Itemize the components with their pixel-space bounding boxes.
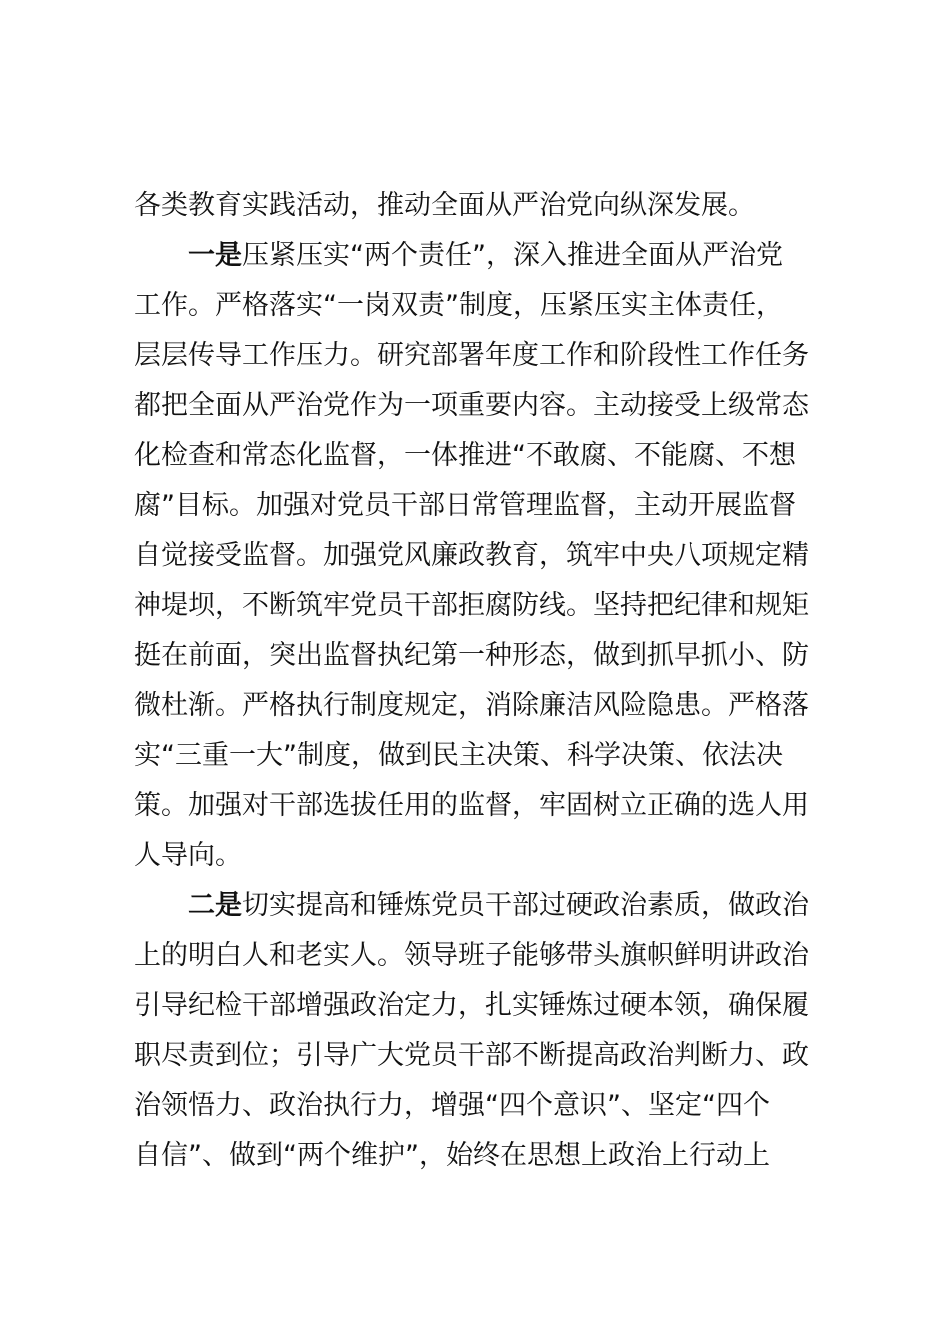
text-line: 工作。严格落实“一岗双责”制度，压紧压实主体责任，	[134, 290, 783, 321]
first-line-text: 切实提高和锤炼党员干部过硬政治素质，做政治	[242, 890, 809, 921]
text-line: 策。加强对干部选拔任用的监督，牢固树立正确的选人用	[134, 790, 809, 821]
text-line: 神堤坝，不断筑牢党员干部拒腐防线。坚持把纪律和规矩	[134, 590, 809, 621]
text-line: 自觉接受监督。加强党风廉政教育，筑牢中央八项规定精	[134, 540, 809, 571]
paragraph-continuation	[134, 181, 834, 231]
text-line: 上的明白人和老实人。领导班子能够带头旗帜鲜明讲政治	[134, 940, 809, 971]
text-line: 腐”目标。加强对党员干部日常管理监督，主动开展监督	[134, 490, 796, 521]
text-line: 挺在前面，突出监督执纪第一种形态，做到抓早抓小、防	[134, 640, 809, 671]
first-line-text: 压紧压实“两个责任”，深入推进全面从严治党	[242, 240, 783, 271]
paragraph-one	[134, 231, 834, 881]
paragraph-lead: 二是	[188, 890, 242, 921]
text-line: 微杜渐。严格执行制度规定，消除廉洁风险隐患。严格落	[134, 690, 809, 721]
paragraph-first-line	[134, 881, 834, 931]
text-line: 化检查和常态化监督，一体推进“不敢腐、不能腐、不想	[134, 440, 796, 471]
paragraph-two	[134, 881, 834, 1181]
text-line: 层层传导工作压力。研究部署年度工作和阶段性工作任务	[134, 340, 809, 371]
text-line: 引导纪检干部增强政治定力，扎实锤炼过硬本领，确保履	[134, 990, 809, 1021]
text-line: 人导向。	[134, 840, 242, 871]
text-line: 职尽责到位；引导广大党员干部不断提高政治判断力、政	[134, 1040, 809, 1071]
paragraph-first-line	[134, 231, 834, 281]
body-text	[134, 181, 834, 1181]
text-line: 实“三重一大”制度，做到民主决策、科学决策、依法决	[134, 740, 783, 771]
text-line: 治领悟力、政治执行力，增强“四个意识”、坚定“四个	[134, 1090, 770, 1121]
text-line: 都把全面从严治党作为一项重要内容。主动接受上级常态	[134, 390, 809, 421]
paragraph-lead: 一是	[188, 240, 242, 271]
text-line: 自信”、做到“两个维护”，始终在思想上政治上行动上	[134, 1140, 770, 1171]
text-line: 各类教育实践活动，推动全面从严治党向纵深发展。	[134, 190, 755, 221]
